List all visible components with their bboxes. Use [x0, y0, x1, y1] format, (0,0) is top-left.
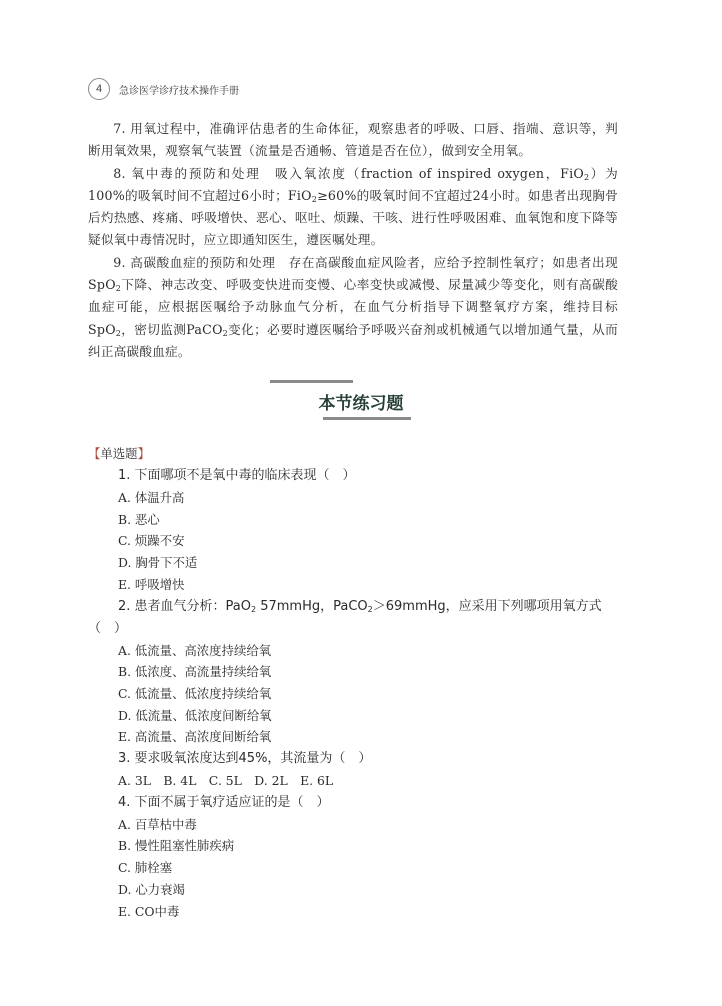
question-3-stem: 3. 要求吸氧浓度达到45%，其流量为（ ） [118, 751, 372, 767]
exercise-questions [88, 443, 624, 922]
question-4-option-b: B. 慢性阻塞性肺疾病 [118, 838, 235, 854]
body-text [88, 118, 618, 363]
question-2-option-a: A. 低流量、高浓度持续给氧 [118, 642, 272, 658]
question-type-label: 【单选题】 [88, 446, 150, 461]
paragraph-9: 9. 高碳酸血症的预防和处理 存在高碳酸血症风险者，应给予控制性氧疗；如患者出现SpO$_2$下降、神志改变、呼吸变快进而变慢、心率变快或减慢、尿量减少等变化，则有高碳酸血症可能，应根据医嘱给予动脉血气分析，在血气分析指导下调整氧疗方案，维持目标SpO$_2$，密切监测PaCO$_2$变化；必要时遵医嘱给予呼吸兴奋剂或机械通气以增加通气量，从而纠正高碳酸血症。 [88, 254, 618, 359]
question-4-option-a: A. 百草枯中毒 [118, 816, 197, 832]
question-2-option-e: E. 高流量、高浓度间断给氧 [118, 729, 272, 745]
question-4-option-e: E. CO中毒 [118, 903, 180, 919]
question-1-option-c: C. 烦躁不安 [118, 533, 185, 549]
page-number: 4 [88, 78, 110, 100]
question-1-option-a: A. 体温升高 [118, 490, 185, 505]
question-1-option-b: B. 恶心 [118, 511, 160, 527]
question-2-stem: 2. 患者血气分析：PaO$_2$ 57mmHg，PaCO$_2$＞69mmHg，应采用下列哪项用氧方式（ ） [88, 598, 602, 636]
question-2-option-c: C. 低流量、低浓度持续给氧 [118, 685, 272, 701]
heading-rule-top [270, 380, 353, 383]
question-1-option-e: E. 呼吸增快 [118, 576, 185, 592]
section-title: 本节练习题 [318, 394, 404, 414]
question-1-stem: 1. 下面哪项不是氧中毒的临床表现（ ） [118, 468, 356, 483]
question-2-option-d: D. 低流量、低浓度间断给氧 [118, 707, 272, 723]
question-4-stem: 4. 下面不属于氧疗适应证的是（ ） [118, 794, 330, 810]
question-4-option-c: C. 肺栓塞 [118, 860, 173, 876]
book-title: 急诊医学诊疗技术操作手册 [119, 85, 239, 97]
question-3-options: A. 3L B. 4L C. 5L D. 2L E. 6L [118, 773, 334, 789]
question-4-option-d: D. 心力衰竭 [118, 881, 185, 897]
heading-rule-bottom [323, 417, 411, 420]
paragraph-7: 7. 用氧过程中，准确评估患者的生命体征，观察患者的呼吸、口唇、指端、意识等，判断用氧效果，观察氧气装置（流量是否通畅、管道是否在位），做到安全用氧。 [88, 121, 618, 159]
paragraph-8: 8. 氧中毒的预防和处理 吸入氧浓度（fraction of inspired oxygen，FiO$_2$）为100%的吸氧时间不宜超过6小时；FiO$_2$≥60%的吸氧时间不宜超过24小时。如患者出现胸骨后灼热感、疼痛、呼吸增快、恶心、呕吐、烦躁、干咳、进行性呼吸困难、血氧饱和度下降等疑似氧中毒情况时，应立即通知医生，遵医嘱处理。 [88, 165, 618, 248]
running-header [88, 76, 239, 102]
question-2-option-b: B. 低浓度、高流量持续给氧 [118, 664, 272, 680]
section-heading [0, 380, 722, 420]
question-1-option-d: D. 胸骨下不适 [118, 555, 198, 571]
